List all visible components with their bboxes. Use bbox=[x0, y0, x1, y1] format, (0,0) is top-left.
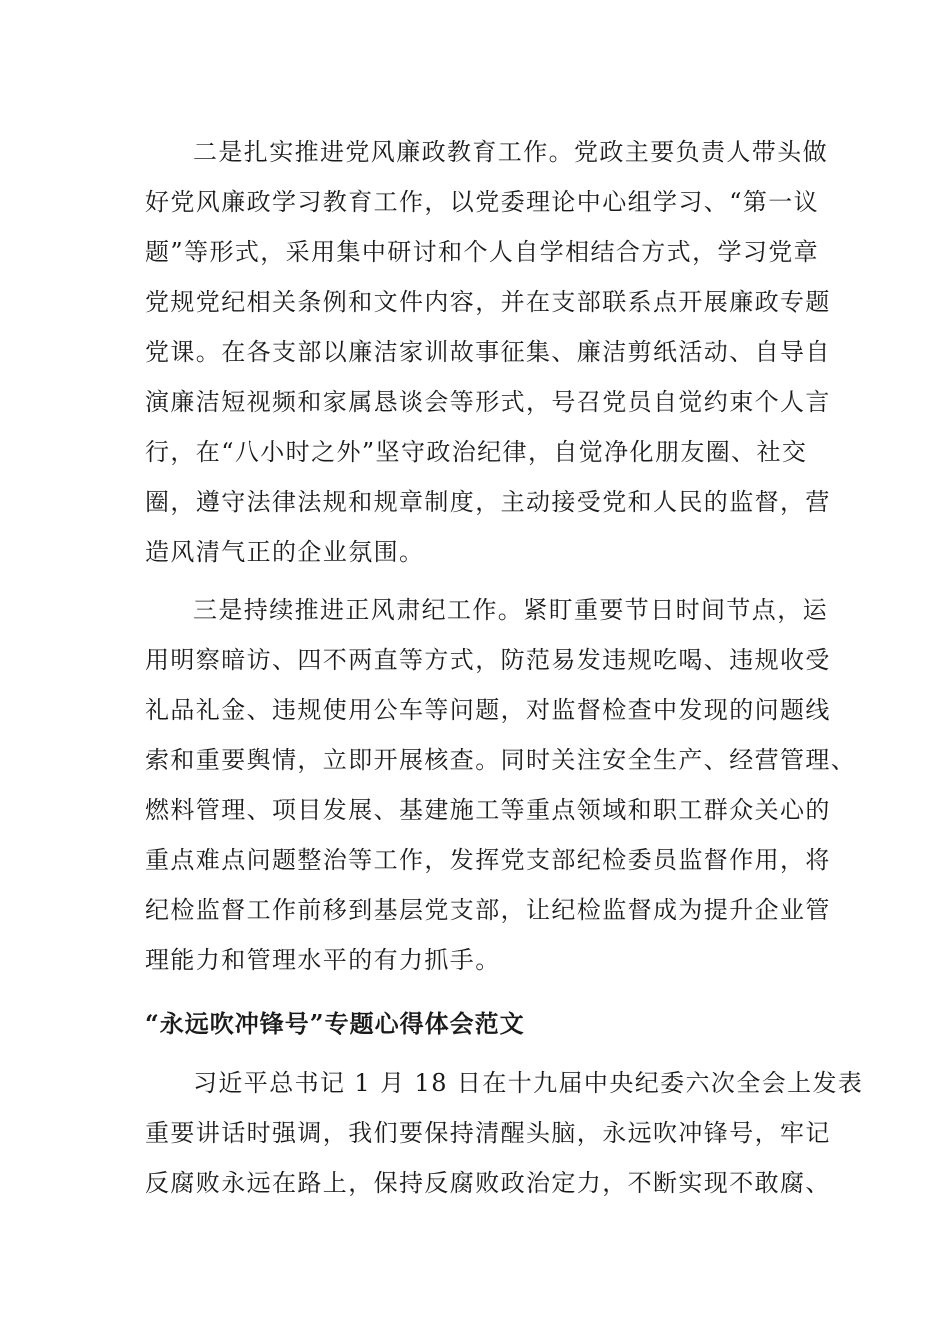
paragraph-line: 理能力和管理水平的有力抓手。 bbox=[145, 946, 501, 974]
paragraph-speech-summary bbox=[145, 1058, 864, 1208]
paragraph-party-conduct-education bbox=[145, 127, 845, 577]
paragraph-line: 纪检监督工作前移到基层党支部，让纪检监督成为提升企业管 bbox=[145, 896, 831, 924]
paragraph-line: 用明察暗访、四不两直等方式，防范易发违规吃喝、违规收受 bbox=[145, 646, 831, 674]
paragraph-line: 造风清气正的企业氛围。 bbox=[145, 538, 425, 566]
paragraph-line: 题”等形式，采用集中研讨和个人自学相结合方式，学习党章 bbox=[145, 238, 820, 266]
paragraph-line: 重点难点问题整治等工作，发挥党支部纪检委员监督作用，将 bbox=[145, 846, 831, 874]
paragraph-line: 习近平总书记 1 月 18 日在十九届中央纪委六次全会上发表 bbox=[193, 1069, 864, 1097]
section-heading-block bbox=[145, 999, 845, 1049]
section-heading: “永远吹冲锋号”专题心得体会范文 bbox=[145, 1009, 525, 1038]
paragraph-line: 索和重要舆情，立即开展核查。同时关注安全生产、经营管理、 bbox=[145, 746, 857, 774]
paragraph-discipline-rectification bbox=[145, 585, 857, 985]
paragraph-line: 演廉洁短视频和家属恳谈会等形式，号召党员自觉约束个人言 bbox=[145, 388, 831, 416]
paragraph-line: 燃料管理、项目发展、基建施工等重点领域和职工群众关心的 bbox=[145, 796, 831, 824]
paragraph-line: 反腐败永远在路上，保持反腐败政治定力，不断实现不敢腐、 bbox=[145, 1169, 831, 1197]
paragraph-line: 重要讲话时强调，我们要保持清醒头脑，永远吹冲锋号，牢记 bbox=[145, 1119, 831, 1147]
paragraph-line: 三是持续推进正风肃纪工作。紧盯重要节日时间节点，运 bbox=[193, 596, 828, 624]
paragraph-line: 党规党纪相关条例和文件内容，并在支部联系点开展廉政专题 bbox=[145, 288, 831, 316]
paragraph-line: 礼品礼金、违规使用公车等问题，对监督检查中发现的问题线 bbox=[145, 696, 831, 724]
paragraph-line: 好党风廉政学习教育工作，以党委理论中心组学习、“第一议 bbox=[145, 188, 820, 216]
paragraph-line: 二是扎实推进党风廉政教育工作。党政主要负责人带头做 bbox=[193, 138, 828, 166]
paragraph-line: 圈，遵守法律法规和规章制度，主动接受党和人民的监督，营 bbox=[145, 488, 831, 516]
paragraph-line: 行，在“八小时之外”坚守政治纪律，自觉净化朋友圈、社交 bbox=[145, 438, 808, 466]
paragraph-line: 党课。在各支部以廉洁家训故事征集、廉洁剪纸活动、自导自 bbox=[145, 338, 831, 366]
